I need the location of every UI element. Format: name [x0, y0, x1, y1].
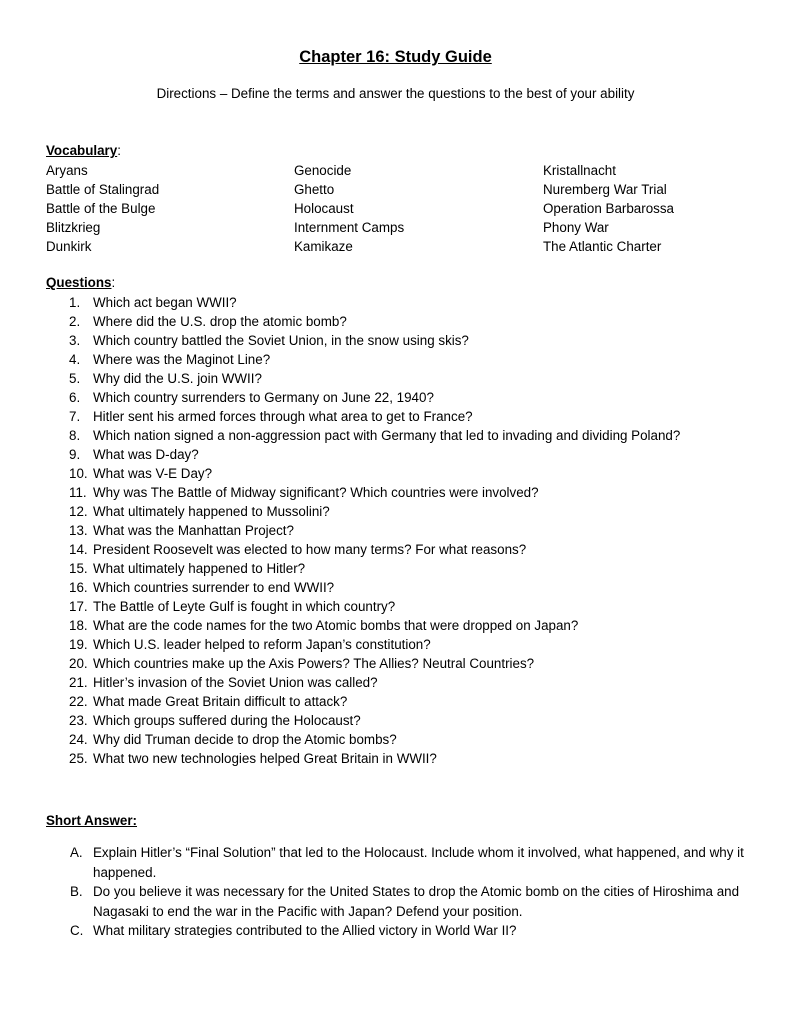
- short-answer-letter: B.: [70, 884, 83, 899]
- vocabulary-column-1: [46, 161, 159, 256]
- vocabulary-term: Holocaust: [294, 201, 354, 216]
- question-number-wrap: [46, 692, 93, 711]
- question-text: What made Great Britain difficult to attack?: [93, 694, 348, 709]
- question-number-wrap: [46, 521, 93, 540]
- question-item: [46, 293, 237, 312]
- question-text: Hitler’s invasion of the Soviet Union was called?: [93, 675, 378, 690]
- short-answer-item: [46, 882, 746, 921]
- short-answer-text: What military strategies contributed to the Allied victory in World War II?: [93, 923, 517, 938]
- question-number: 18.: [69, 618, 88, 633]
- question-number-wrap: [46, 388, 93, 407]
- question-text: Which act began WWII?: [93, 295, 237, 310]
- question-number: 7.: [69, 409, 81, 424]
- vocabulary-term: Blitzkrieg: [46, 220, 101, 235]
- question-number: 21.: [69, 675, 88, 690]
- question-item: [46, 559, 306, 578]
- question-number-wrap: [46, 445, 93, 464]
- question-text: What was D-day?: [93, 447, 199, 462]
- question-text: Which groups suffered during the Holocaust?: [93, 713, 361, 728]
- question-number: 19.: [69, 637, 88, 652]
- vocabulary-term: Aryans: [46, 163, 88, 178]
- questions-list: [46, 293, 681, 768]
- question-number-wrap: [46, 749, 93, 768]
- short-answer-list: [46, 843, 746, 941]
- question-number: 14.: [69, 542, 88, 557]
- question-item: [46, 464, 213, 483]
- question-number: 6.: [69, 390, 81, 405]
- question-number-wrap: [46, 426, 93, 445]
- question-number: 12.: [69, 504, 88, 519]
- vocabulary-term: Genocide: [294, 163, 352, 178]
- question-number: 1.: [69, 295, 81, 310]
- question-number: 9.: [69, 447, 81, 462]
- question-item: [46, 597, 396, 616]
- question-number-wrap: [46, 312, 93, 331]
- question-number: 2.: [69, 314, 81, 329]
- question-item: [46, 730, 397, 749]
- question-item: [46, 407, 473, 426]
- questions-heading-label: Questions: [46, 275, 112, 290]
- question-text: Which country battled the Soviet Union, in the snow using skis?: [93, 333, 469, 348]
- question-text: Which U.S. leader helped to reform Japan’s constitution?: [93, 637, 431, 652]
- question-item: [46, 445, 199, 464]
- question-number-wrap: [46, 502, 93, 521]
- question-text: Which nation signed a non-aggression pact with Germany that led to invading and dividing Poland?: [93, 428, 681, 443]
- question-number: 24.: [69, 732, 88, 747]
- question-text: Which country surrenders to Germany on June 22, 1940?: [93, 390, 434, 405]
- question-number-wrap: [46, 654, 93, 673]
- question-number-wrap: [46, 331, 93, 350]
- question-item: [46, 521, 294, 540]
- vocabulary-heading: [46, 143, 121, 158]
- question-text: What are the code names for the two Atomic bombs that were dropped on Japan?: [93, 618, 579, 633]
- question-number-wrap: [46, 540, 93, 559]
- question-text: What ultimately happened to Mussolini?: [93, 504, 330, 519]
- question-item: [46, 654, 535, 673]
- question-number-wrap: [46, 578, 93, 597]
- questions-heading-colon: :: [111, 275, 116, 290]
- question-item: [46, 578, 335, 597]
- question-item: [46, 331, 469, 350]
- question-item: [46, 749, 437, 768]
- question-text: Hitler sent his armed forces through what area to get to France?: [93, 409, 473, 424]
- question-number: 11.: [69, 485, 87, 500]
- question-number-wrap: [46, 369, 93, 388]
- vocabulary-term: Nuremberg War Trial: [543, 182, 667, 197]
- question-number: 8.: [69, 428, 81, 443]
- question-number-wrap: [46, 483, 93, 502]
- question-text: What was the Manhattan Project?: [93, 523, 294, 538]
- question-text: Where was the Maginot Line?: [93, 352, 271, 367]
- question-number: 15.: [69, 561, 88, 576]
- question-number-wrap: [46, 730, 93, 749]
- short-answer-heading: [46, 813, 137, 828]
- question-number: 10.: [69, 466, 88, 481]
- question-number: 20.: [69, 656, 88, 671]
- short-answer-item: [46, 921, 746, 941]
- question-item: [46, 673, 378, 692]
- question-number-wrap: [46, 407, 93, 426]
- page-title: Chapter 16: Study Guide: [299, 48, 492, 66]
- vocabulary-term: Internment Camps: [294, 220, 405, 235]
- question-number-wrap: [46, 635, 93, 654]
- question-number: 25.: [69, 751, 88, 766]
- question-number: 3.: [69, 333, 81, 348]
- question-item: [46, 692, 348, 711]
- question-text: Why did the U.S. join WWII?: [93, 371, 262, 386]
- question-number: 17.: [69, 599, 88, 614]
- question-item: [46, 388, 434, 407]
- vocabulary-heading-colon: :: [117, 143, 121, 158]
- question-number: 22.: [69, 694, 88, 709]
- question-number-wrap: [46, 597, 93, 616]
- vocabulary-heading-label: Vocabulary: [46, 143, 118, 158]
- question-item: [46, 502, 330, 521]
- question-item: [46, 711, 361, 730]
- short-answer-heading-label: Short Answer:: [46, 813, 138, 828]
- question-item: [46, 483, 539, 502]
- question-text: What two new technologies helped Great Britain in WWII?: [93, 751, 437, 766]
- question-item: [46, 426, 681, 445]
- question-number-wrap: [46, 673, 93, 692]
- vocabulary-term: Phony War: [543, 220, 609, 235]
- question-number-wrap: [46, 711, 93, 730]
- vocabulary-term: Battle of the Bulge: [46, 201, 156, 216]
- vocabulary-column-2: [294, 161, 404, 256]
- question-item: [46, 635, 431, 654]
- question-number-wrap: [46, 616, 93, 635]
- directions-text: Directions – Define the terms and answer the questions to the best of your ability: [156, 86, 635, 101]
- question-number-wrap: [46, 559, 93, 578]
- question-item: [46, 540, 527, 559]
- vocabulary-term: The Atlantic Charter: [543, 239, 662, 254]
- question-number: 4.: [69, 352, 81, 367]
- vocabulary-term: Battle of Stalingrad: [46, 182, 160, 197]
- question-text: The Battle of Leyte Gulf is fought in which country?: [93, 599, 396, 614]
- question-text: Where did the U.S. drop the atomic bomb?: [93, 314, 347, 329]
- question-text: What was V-E Day?: [93, 466, 213, 481]
- question-number: 16.: [69, 580, 88, 595]
- question-text: Which countries surrender to end WWII?: [93, 580, 335, 595]
- question-item: [46, 616, 579, 635]
- question-number: 13.: [69, 523, 88, 538]
- question-text: Which countries make up the Axis Powers? The Allies? Neutral Countries?: [93, 656, 535, 671]
- question-text: Why was The Battle of Midway significant? Which countries were involved?: [93, 485, 539, 500]
- vocabulary-column-3: [543, 161, 674, 256]
- short-answer-text: Do you believe it was necessary for the United States to drop the Atomic bomb on the cities of Hiroshima and Nagasaki to end the war in the Pacific with Japan? Defend your position.: [93, 884, 740, 919]
- vocabulary-term: Ghetto: [294, 182, 335, 197]
- vocabulary-term: Dunkirk: [46, 239, 92, 254]
- question-number-wrap: [46, 350, 93, 369]
- question-item: [46, 350, 271, 369]
- question-number: 23.: [69, 713, 88, 728]
- question-number-wrap: [46, 293, 93, 312]
- question-item: [46, 312, 347, 331]
- vocabulary-term: Operation Barbarossa: [543, 201, 675, 216]
- question-number: 5.: [69, 371, 81, 386]
- question-text: President Roosevelt was elected to how many terms? For what reasons?: [93, 542, 527, 557]
- vocabulary-term: Kristallnacht: [543, 163, 616, 178]
- short-answer-letter: A.: [70, 845, 83, 860]
- vocabulary-term: Kamikaze: [294, 239, 353, 254]
- short-answer-letter: C.: [70, 923, 84, 938]
- question-text: Why did Truman decide to drop the Atomic bombs?: [93, 732, 397, 747]
- short-answer-text: Explain Hitler’s “Final Solution” that led to the Holocaust. Include whom it involved, what happened, and why it happened.: [93, 845, 744, 880]
- short-answer-item: [46, 843, 746, 882]
- questions-heading: [46, 275, 115, 290]
- question-item: [46, 369, 262, 388]
- question-number-wrap: [46, 464, 93, 483]
- question-text: What ultimately happened to Hitler?: [93, 561, 306, 576]
